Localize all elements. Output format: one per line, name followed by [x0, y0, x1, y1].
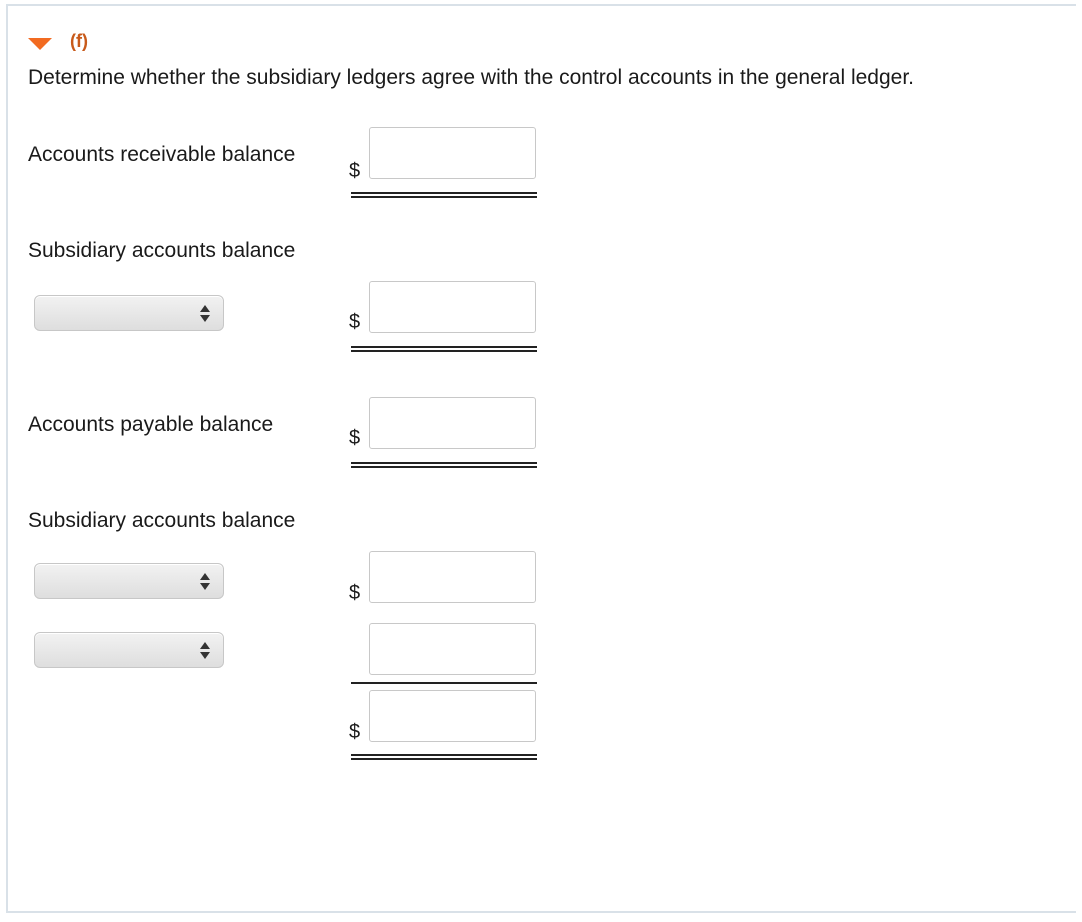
up-down-arrows-icon — [200, 305, 210, 323]
question-panel — [6, 4, 1076, 913]
part-label: (f) — [70, 31, 88, 51]
ap-subsidiary-input-1[interactable] — [369, 551, 536, 603]
up-down-arrows-icon — [200, 573, 210, 591]
up-down-arrows-icon — [200, 642, 210, 660]
ap-subsidiary-total-input[interactable] — [369, 690, 536, 742]
ap-subsidiary-select-2[interactable] — [34, 632, 224, 668]
ap-subsidiary-input-2[interactable] — [369, 623, 536, 675]
ap-subsidiary-select-1[interactable] — [34, 563, 224, 599]
ar-balance-input[interactable] — [369, 127, 536, 179]
ap-subsidiary-label: Subsidiary accounts balance — [28, 509, 296, 532]
currency-symbol: $ — [349, 160, 361, 182]
ar-balance-label: Accounts receivable balance — [28, 143, 296, 166]
ar-subsidiary-input[interactable] — [369, 281, 536, 333]
double-underline — [351, 754, 537, 760]
subtotal-underline — [351, 682, 537, 684]
instruction-text: Determine whether the subsidiary ledgers agree with the control accounts in the general ledger. — [28, 66, 915, 89]
ar-subsidiary-select[interactable] — [34, 295, 224, 331]
ap-balance-label: Accounts payable balance — [28, 413, 274, 436]
double-underline — [351, 192, 537, 198]
currency-symbol: $ — [349, 427, 361, 449]
currency-symbol: $ — [349, 721, 361, 743]
currency-symbol: $ — [349, 311, 361, 333]
ar-subsidiary-label: Subsidiary accounts balance — [28, 239, 296, 262]
caret-down-icon[interactable] — [28, 38, 52, 50]
ap-balance-input[interactable] — [369, 397, 536, 449]
currency-symbol: $ — [349, 582, 361, 604]
double-underline — [351, 462, 537, 468]
double-underline — [351, 346, 537, 352]
